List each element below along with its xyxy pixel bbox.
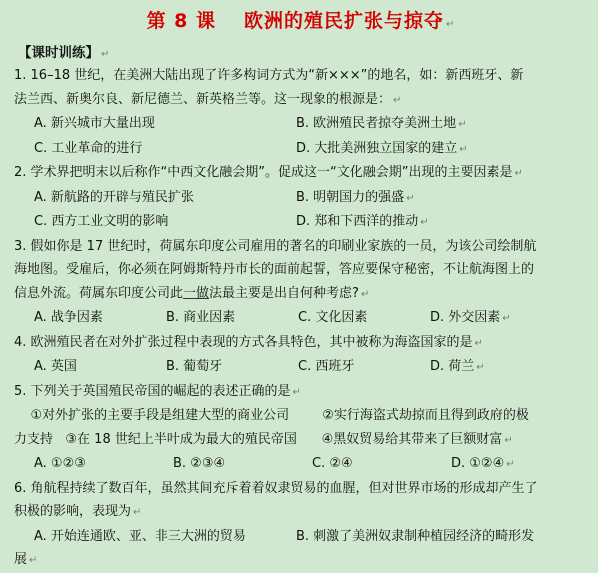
lesson-name: 欧洲的殖民扩张与掠夺 [244,10,445,32]
section-heading: 【课时训练】 ↵ [18,45,110,61]
question-statements-line: ①对外扩张的主要手段是组建大型的商业公司 ②实行海盗式劫掠而且得到政府的极 [14,408,529,423]
option-b: B. ②③④ [173,456,226,471]
question-stem-line: 积极的影响，表现为 ↵ [14,504,142,519]
option-c: C. 西班牙 [298,359,355,374]
question-5 [12,380,590,477]
question-stem-line: 海地图。受雇后，你必须在阿姆斯特丹市长的面前起誓，答应要保守秘密，不让航海图上的 [14,262,535,277]
question-stem-line: 信息外流。荷属东印度公司此一做法最主要是出自何种考虑? ↵ [14,285,370,301]
option-c: C. 西方工业文明的影响 [34,214,169,229]
option-a: A. 战争因素 [34,310,103,325]
lesson-title [12,6,590,33]
option-a: A. 英国 [34,359,77,374]
option-a: A. 新航路的开辟与殖民扩张 [34,189,194,205]
option-d: D. 大批美洲独立国家的建立 ↵ [296,140,468,156]
question-stem-line: 2. 学术界把明末以后称作“中西文化融会期”。促成这一“文化融会期”出现的主要因素是 ↵ [14,165,523,180]
option-b: B. 商业因素 [166,310,236,325]
option-d: D. 外交因素 ↵ [430,310,511,325]
question-stem-line: 法兰西、新奥尔良、新尼德兰、新英格兰等。这一现象的根源是： ↵ [14,91,402,107]
question-stem-line: 6. 角航程持续了数百年，虽然其间充斥着着奴隶贸易的血腥，但对世界市场的形成却产生了 [14,480,538,496]
options-row [12,210,590,235]
options-row [12,137,590,162]
option-b: B. 明朝国力的强盛 ↵ [296,189,415,205]
options-row [12,306,590,331]
options-row [12,452,590,477]
option-a: A. 开始连通欧、亚、非三大洲的贸易 [34,528,246,544]
options-row [12,186,590,211]
question-stem-line: 3. 假如你是 17 世纪时，荷属东印度公司雇用的著名的印刷业家族的一员，为该公司绘制航 [14,238,537,254]
option-d: D. 郑和下西洋的推动 ↵ [296,214,429,229]
option-b: B. 欧洲殖民者掠夺美洲土地 ↵ [296,116,467,131]
options-row [12,112,590,137]
options-row [12,355,590,380]
option-b-continuation: 展 ↵ [14,552,38,567]
option-d: D. ①②④ ↵ [451,456,515,471]
question-stem-line: 1. 16–18 世纪，在美洲大陆出现了许多构词方式为“新×××”的地名，如：新西班牙、新 [14,68,524,83]
question-3 [12,235,590,331]
question-6 [12,477,590,573]
lesson-number: 第 8 课 [146,10,217,32]
option-b: B. 葡萄牙 [166,359,223,374]
option-b: B. 刺激了美洲奴隶制种植园经济的畸形发 [296,528,535,544]
option-d: D. 荷兰 ↵ [430,359,485,374]
question-stem-line: 4. 欧洲殖民者在对外扩张过程中表现的方式各具特色，其中被称为海盗国家的是 ↵ [14,334,483,350]
option-a: A. ①②③ [34,456,86,471]
option-c: C. 工业革命的进行 [34,140,143,156]
option-c: C. 文化因素 [298,310,368,325]
question-1 [12,64,590,161]
question-statements-line: 力支持 ③在 18 世纪上半叶成为最大的殖民帝国 ④黑奴贸易给其带来了巨额财富 ↵ [14,431,513,447]
return-mark-icon: ↵ [446,19,456,30]
options-row [12,525,590,549]
question-4 [12,331,590,380]
option-a: A. 新兴城市大量出现 [34,116,155,131]
question-stem-line: 5. 下列关于英国殖民帝国的崛起的表述正确的是 ↵ [14,383,301,399]
option-c: C. ②④ [312,456,353,471]
question-2 [12,161,590,235]
